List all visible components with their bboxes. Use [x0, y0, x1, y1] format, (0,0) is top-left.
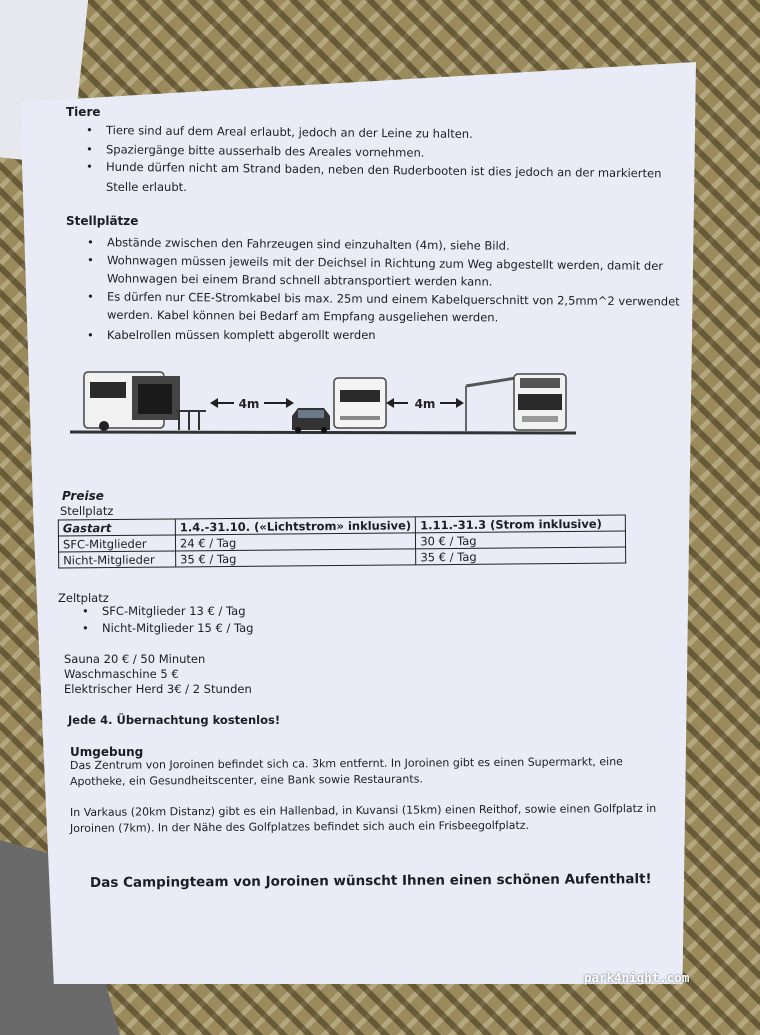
table-cell: 35 € / Tag — [176, 549, 416, 567]
closing-message: Das Campingteam von Joroinen wünscht Ihnen einen schönen Aufenthalt! — [89, 871, 652, 891]
spacing-diagram — [68, 362, 580, 436]
stellplatz-label: Stellplatz — [60, 504, 114, 518]
list-item-continuation: Stelle erlaubt. — [106, 180, 187, 194]
list-item: • Abstände zwischen den Fahrzeugen sind einzuhalten (4m), siehe Bild. — [107, 235, 510, 254]
table-cell: 35 € / Tag — [416, 547, 626, 565]
extra-price: Sauna 20 € / 50 Minuten — [64, 652, 206, 666]
zeltplatz-label: Zeltplatz — [58, 591, 109, 605]
section-heading-preise: Preise — [62, 489, 104, 503]
paragraph-line: Apotheke, ein Gesundheitscenter, eine Bank sowie Restaurants. — [69, 772, 423, 788]
distance-label-left: 4m — [238, 397, 260, 411]
paragraph-line: In Varkaus (20km Distanz) gibt es ein Hallenbad, in Kuvansi (15km) einen Reithof, sowie einen Golfplatz in — [69, 801, 657, 819]
table-header: 1.4.-31.10. («Lichtstrom» inklusive) — [175, 517, 415, 535]
watermark: park4night.com — [584, 970, 690, 985]
table-cell: Nicht-Mitglieder — [59, 551, 176, 568]
table-cell: 30 € / Tag — [416, 531, 626, 549]
section-heading-tiere: Tiere — [66, 105, 101, 119]
caravan-icon — [334, 378, 386, 428]
paragraph-line: Das Zentrum von Joroinen befindet sich ca. 3km entfernt. In Joroinen gibt es einen Supermarkt, eine — [69, 755, 623, 772]
table-cell: SFC-Mitglieder — [58, 535, 175, 552]
list-item: • Wohnwagen müssen jeweils mit der Deichsel in Richtung zum Weg abgestellt werden, damit der — [107, 253, 663, 274]
paragraph-line: Joroinen (7km). In der Nähe des Golfplatzes befindet sich auch ein Frisbeegolfplatz. — [69, 818, 530, 835]
list-item: • Spaziergänge bitte ausserhalb des Areales vornehmen. — [106, 142, 425, 160]
free-night-notice: Jede 4. Übernachtung kostenlos! — [68, 713, 281, 727]
extra-price: Waschmaschine 5 € — [64, 667, 179, 681]
list-item: • Kabelrollen müssen komplett abgerollt werden — [107, 328, 376, 343]
list-item: • Nicht-Mitglieder 15 € / Tag — [102, 621, 253, 636]
list-item: • Hunde dürfen nicht am Strand baden, neben den Ruderbooten ist dies jedoch an der markierten — [106, 160, 662, 182]
list-item: • SFC-Mitglieder 13 € / Tag — [102, 604, 246, 619]
list-item: • Es dürfen nur CEE-Stromkabel bis max. 25m und einem Kabelquerschnitt von 2,5mm^2 verwendet — [107, 290, 680, 310]
table-header: Gastart — [58, 519, 175, 536]
section-heading-umgebung: Umgebung — [70, 745, 144, 759]
section-heading-stellplaetze: Stellplätze — [66, 214, 139, 228]
price-table — [58, 515, 626, 569]
car-icon — [292, 408, 330, 433]
distance-label-right: 4m — [414, 397, 436, 411]
motorhome-icon — [466, 374, 566, 432]
caravan-icon — [84, 372, 206, 431]
extra-price: Elektrischer Herd 3€ / 2 Stunden — [64, 682, 252, 696]
list-item: • Tiere sind auf dem Areal erlaubt, jedoch an der Leine zu halten. — [106, 123, 473, 142]
list-item-continuation: werden. Kabel können bei Bedarf am Empfang ausgeliehen werden. — [106, 307, 499, 325]
table-cell: 24 € / Tag — [175, 533, 415, 551]
list-item-continuation: Wohnwagen bei einem Brand schnell abtransportiert werden kann. — [106, 271, 493, 289]
table-header: 1.11.-31.3 (Strom inklusive) — [416, 515, 626, 533]
